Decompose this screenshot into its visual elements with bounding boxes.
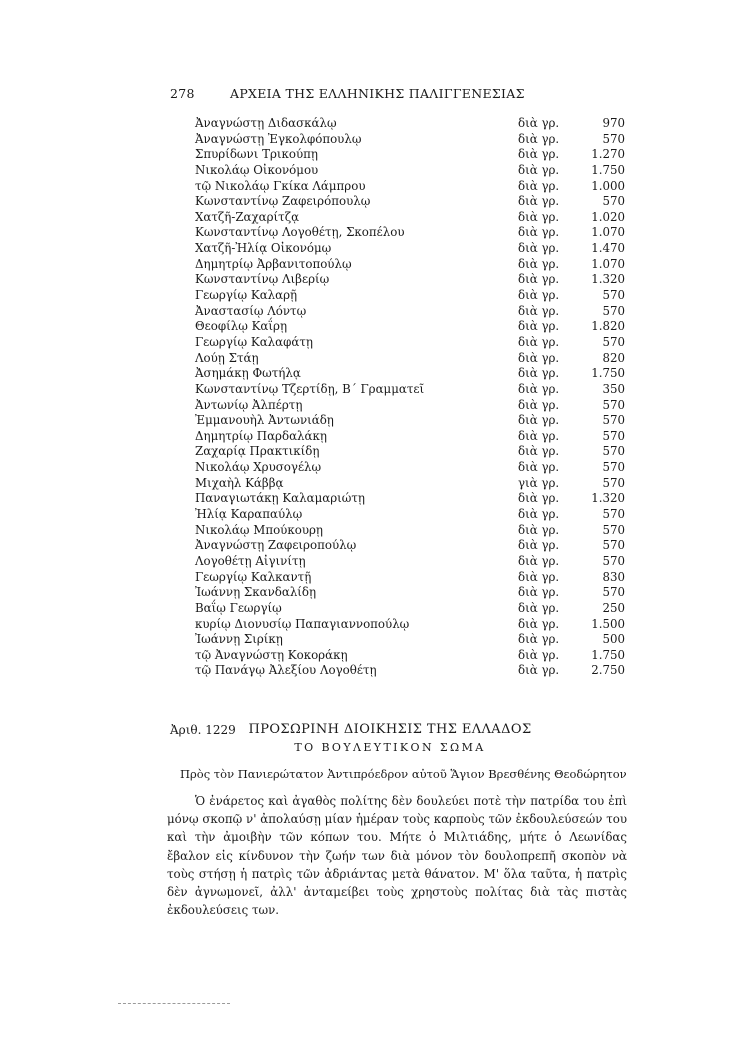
running-title: ΑΡΧΕΙΑ ΤΗΣ ΕΛΛΗΝΙΚΗΣ ΠΑΛΙΓΓΕΝΕΣΙΑΣ (230, 86, 525, 101)
ledger-row (195, 163, 625, 179)
unit-label: διὰ γρ. (518, 616, 560, 631)
ledger-row (195, 413, 625, 429)
recipient-name: Κωνσταντίνῳ Ζαφειρόπουλῳ (195, 194, 371, 209)
ledger-row (195, 179, 625, 195)
recipient-name: Ἠλίᾳ Καραπαύλῳ (195, 507, 303, 522)
ledger-row (195, 116, 625, 132)
unit-label: διὰ γρ. (518, 194, 560, 209)
ledger-row (195, 319, 625, 335)
ledger-row (195, 617, 625, 633)
ledger-row (195, 398, 625, 414)
amount-value: 2.750 (591, 663, 625, 678)
unit-label: διὰ γρ. (518, 241, 560, 256)
amount-value: 570 (602, 288, 625, 303)
unit-label: διὰ γρ. (518, 303, 560, 318)
ledger-row (195, 570, 625, 586)
unit-label: διὰ γρ. (518, 350, 560, 365)
unit-label: διὰ γρ. (518, 647, 560, 662)
amount-value: 350 (602, 381, 625, 396)
ledger-row (195, 523, 625, 539)
recipient-name: Ζαχαρίᾳ Πρακτικίδῃ (195, 444, 320, 459)
ledger-row (195, 444, 625, 460)
ledger-row (195, 147, 625, 163)
unit-label: διὰ γρ. (518, 413, 560, 428)
addressee-line: Πρὸς τὸν Πανιερώτατον Ἀντιπρόεδρον αὐτοῦ Ἅγιον Βρεσθένης Θεοδώρητον (180, 767, 627, 781)
ledger-row (195, 429, 625, 445)
ledger-row (195, 241, 625, 257)
amount-value: 1.070 (591, 256, 625, 271)
unit-label: διὰ γρ. (518, 288, 560, 303)
recipient-name: Ἐμμανουὴλ Ἀντωνιάδῃ (195, 413, 334, 428)
recipient-name: Κωνσταντίνῳ Λογοθέτῃ, Σκοπέλου (195, 225, 405, 240)
recipient-name: τῷ Νικολάῳ Γκίκα Λάμπρου (195, 178, 366, 193)
amount-value: 1.500 (591, 616, 625, 631)
ledger-row (195, 225, 625, 241)
unit-label: διὰ γρ. (518, 334, 560, 349)
unit-label: διὰ γρ. (518, 444, 560, 459)
amount-value: 1.820 (591, 319, 625, 334)
unit-label: γιὰ γρ. (518, 475, 560, 490)
amount-value: 570 (602, 397, 625, 412)
recipient-name: Νικολάῳ Οἰκονόμου (195, 162, 319, 177)
ledger-row (195, 491, 625, 507)
ledger-row (195, 538, 625, 554)
recipient-name: Ἀναγνώστῃ Ζαφειροπούλῳ (195, 538, 357, 553)
unit-label: διὰ γρ. (518, 585, 560, 600)
unit-label: διὰ γρ. (518, 319, 560, 334)
amount-value: 570 (602, 413, 625, 428)
unit-label: διὰ γρ. (518, 256, 560, 271)
footer-rule (118, 1003, 230, 1004)
unit-label: διὰ γρ. (518, 131, 560, 146)
recipient-name: Κωνσταντίνῳ Λιβερίῳ (195, 272, 330, 287)
amount-value: 1.470 (591, 241, 625, 256)
recipient-name: Ἰωάννῃ Σκανδαλίδῃ (195, 585, 317, 600)
ledger-row (195, 507, 625, 523)
ledger-row (195, 382, 625, 398)
ledger-row (195, 632, 625, 648)
ledger-row (195, 257, 625, 273)
unit-label: διὰ γρ. (518, 553, 560, 568)
unit-label: διὰ γρ. (518, 663, 560, 678)
amount-value: 970 (602, 116, 625, 130)
recipient-name: Γεωργίῳ Καλαρῇ (195, 288, 298, 303)
amount-value: 570 (602, 538, 625, 553)
recipient-name: Χατζῆ-Ζαχαρίτζᾳ (195, 209, 300, 224)
recipient-name: τῷ Ἀναγνώστῃ Κοκοράκῃ (195, 647, 348, 662)
recipient-name: Σπυρίδωνι Τρικούπῃ (195, 147, 318, 162)
unit-label: διὰ γρ. (518, 178, 560, 193)
unit-label: διὰ γρ. (518, 428, 560, 443)
recipient-name: Ἀναγνώστῃ Ἐγκολφόπουλῳ (195, 131, 362, 146)
unit-label: διὰ γρ. (518, 116, 560, 130)
recipient-name: κυρίῳ Διονυσίῳ Παπαγιαννοπούλῳ (195, 616, 410, 631)
ledger-row (195, 460, 625, 476)
unit-label: διὰ γρ. (518, 225, 560, 240)
amount-value: 570 (602, 194, 625, 209)
page-header (170, 86, 550, 106)
ledger-row (195, 335, 625, 351)
recipient-name: Γεωργίῳ Καλκαντῇ (195, 569, 312, 584)
unit-label: διὰ γρ. (518, 272, 560, 287)
unit-label: διὰ γρ. (518, 147, 560, 162)
amount-value: 570 (602, 460, 625, 475)
amount-value: 570 (602, 428, 625, 443)
ledger-row (195, 585, 625, 601)
amount-value: 820 (602, 350, 625, 365)
ledger-row (195, 351, 625, 367)
unit-label: διὰ γρ. (518, 632, 560, 647)
recipient-name: Λούῃ Στάῃ (195, 350, 259, 365)
recipient-name: Ἰωάννῃ Σιρίκῃ (195, 632, 283, 647)
recipient-name: Νικολάῳ Μπούκουρῃ (195, 522, 323, 537)
ledger-row (195, 648, 625, 664)
unit-label: διὰ γρ. (518, 491, 560, 506)
unit-label: διὰ γρ. (518, 522, 560, 537)
amount-value: 570 (602, 303, 625, 318)
unit-label: διὰ γρ. (518, 209, 560, 224)
recipient-name: Βαΐῳ Γεωργίῳ (195, 600, 282, 615)
unit-label: διὰ γρ. (518, 507, 560, 522)
amount-value: 1.020 (591, 209, 625, 224)
unit-label: διὰ γρ. (518, 381, 560, 396)
ledger-row (195, 194, 625, 210)
amount-value: 500 (602, 632, 625, 647)
amount-value: 570 (602, 585, 625, 600)
amount-value: 570 (602, 553, 625, 568)
recipient-name: Χατζῆ-Ἠλίᾳ Οἰκονόμῳ (195, 241, 332, 256)
amount-value: 1.750 (591, 162, 625, 177)
amount-value: 1.270 (591, 147, 625, 162)
recipient-name: Λογοθέτῃ Αἰγινίτῃ (195, 553, 306, 568)
amount-value: 1.320 (591, 272, 625, 287)
recipient-name: Δημητρίῳ Ἀρβανιτοπούλῳ (195, 256, 352, 271)
amount-value: 1.750 (591, 366, 625, 381)
amount-value: 1.320 (591, 491, 625, 506)
unit-label: διὰ γρ. (518, 460, 560, 475)
payment-list (195, 116, 625, 679)
document-title: ΠΡΟΣΩΡΙΝΗ ΔΙΟΙΚΗΣΙΣ ΤΗΣ ΕΛΛΑΔΟΣ (248, 722, 532, 737)
amount-value: 1.070 (591, 225, 625, 240)
unit-label: διὰ γρ. (518, 162, 560, 177)
amount-value: 1.000 (591, 178, 625, 193)
ledger-row (195, 132, 625, 148)
recipient-name: τῷ Πανάγῳ Ἀλεξίου Λογοθέτῃ (195, 663, 377, 678)
amount-value: 1.750 (591, 647, 625, 662)
amount-value: 570 (602, 475, 625, 490)
ledger-row (195, 663, 625, 679)
amount-value: 830 (602, 569, 625, 584)
ledger-row (195, 210, 625, 226)
document-subtitle: ΤΟ ΒΟΥΛΕΥΤΙΚΟΝ ΣΩΜΑ (294, 741, 486, 754)
ledger-row (195, 476, 625, 492)
unit-label: διὰ γρ. (518, 397, 560, 412)
ledger-row (195, 554, 625, 570)
ledger-row (195, 272, 625, 288)
amount-value: 570 (602, 334, 625, 349)
ledger-row (195, 601, 625, 617)
recipient-name: Νικολάῳ Χρυσογέλῳ (195, 460, 322, 475)
amount-value: 250 (602, 600, 625, 615)
recipient-name: Ἀσημάκῃ Φωτήλᾳ (195, 366, 301, 381)
recipient-name: Ἀναγνώστῃ Διδασκάλῳ (195, 116, 337, 130)
amount-value: 570 (602, 522, 625, 537)
body-paragraph: Ὁ ἐνάρετος καὶ ἀγαθὸς πολίτης δὲν δουλεύει ποτὲ τὴν πατρίδα του ἐπὶ μόνῳ σκοπῷ ν' ἀπολαύσῃ μίαν ἡμέραν τοὺς καρποὺς τῶν ἐκδουλεύσεών του καὶ τὴν ἀμοιβὴν τῶν κόπων του. Μήτε ὁ Μιλτιάδης, μήτε ὁ Λεωνίδας ἔβαλον εἰς κίνδυνον τὴν ζωήν των διὰ μόνον τὸν δουλοπρεπῆ σκοπὸν νὰ τοὺς στήσῃ ἡ πατρὶς τῶν ἀδριάντας μετὰ θάνατον. Μ' ὅλα ταῦτα, ἡ πατρὶς δὲν ἀγνωμονεῖ, ἀλλ' ἀνταμείβει τοὺς χρηστοὺς πολίτας διὰ τὰς πιστὰς ἐκδουλεύσεις των. (167, 794, 627, 918)
recipient-name: Παναγιωτάκῃ Καλαμαριώτῃ (195, 491, 366, 506)
recipient-name: Γεωργίῳ Καλαφάτῃ (195, 334, 313, 349)
page-number: 278 (170, 86, 195, 101)
recipient-name: Θεοφίλῳ Καΐρῃ (195, 319, 288, 334)
recipient-name: Μιχαὴλ Κάββᾳ (195, 475, 284, 490)
amount-value: 570 (602, 507, 625, 522)
amount-value: 570 (602, 131, 625, 146)
unit-label: διὰ γρ. (518, 600, 560, 615)
unit-label: διὰ γρ. (518, 366, 560, 381)
unit-label: διὰ γρ. (518, 569, 560, 584)
unit-label: διὰ γρ. (518, 538, 560, 553)
recipient-name: Δημητρίῳ Παρδαλάκῃ (195, 428, 327, 443)
document-number: Ἀριθ. 1229 (170, 723, 236, 737)
recipient-name: Ἀναστασίῳ Λόντῳ (195, 303, 307, 318)
recipient-name: Ἀντωνίῳ Ἀλπέρτῃ (195, 397, 303, 412)
ledger-row (195, 304, 625, 320)
recipient-name: Κωνσταντίνῳ Τζερτίδῃ, Β΄ Γραμματεῖ (195, 381, 425, 396)
ledger-row (195, 366, 625, 382)
amount-value: 570 (602, 444, 625, 459)
ledger-row (195, 288, 625, 304)
